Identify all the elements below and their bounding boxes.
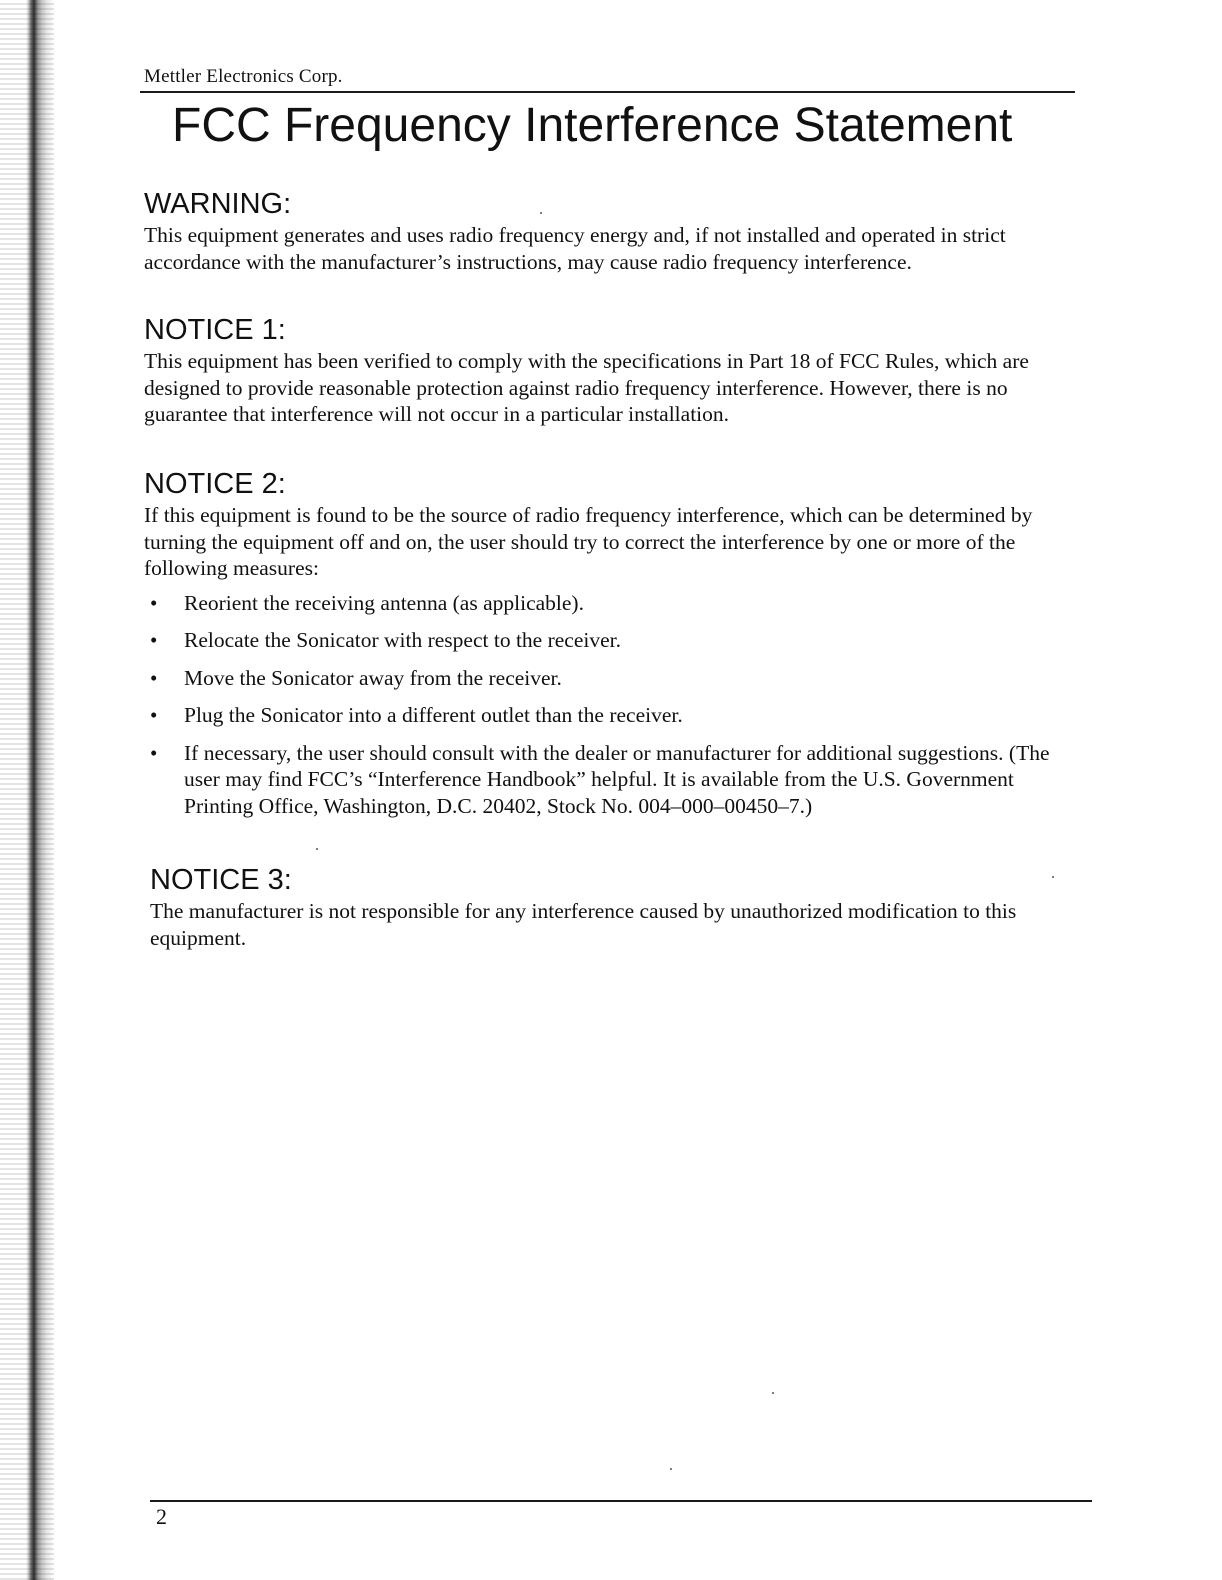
notice-1-body: This equipment has been verified to comply with the specifications in Part 18 of FCC Rules, which are designed to provide reasonable protection against radio frequency interference. However, there is no guarantee that interference will not occur in a particular installation. <box>144 349 1029 426</box>
notice-1-section <box>144 312 1074 428</box>
scan-speck <box>1052 876 1054 878</box>
bullet-icon: • <box>150 665 158 690</box>
footer-rule <box>150 1500 1092 1502</box>
warning-body: This equipment generates and uses radio frequency energy and, if not installed and operated in strict accordance with the manufacturer’s instructions, may cause radio frequency interference. <box>144 223 1006 274</box>
page-number: 2 <box>156 1504 167 1529</box>
scan-speck <box>316 848 318 850</box>
scan-speck <box>670 1468 672 1470</box>
notice-2-body: If this equipment is found to be the source of radio frequency interference, which can be determined by turning the equipment off and on, the user should try to correct the interference by one or more of the following measures: <box>144 503 1033 580</box>
list-item: • Plug the Sonicator into a different outlet than the receiver. <box>150 703 683 727</box>
notice-1-heading: NOTICE 1: <box>144 314 286 346</box>
list-item: • Move the Sonicator away from the receiver. <box>150 665 562 690</box>
list-item: • If necessary, the user should consult with the dealer or manufacturer for additional suggestions. (The user may find FCC’s “Interference Handbook” helpful. It is available from the U.S. Government Printing Office, Washington, D.C. 20402, Stock No. 004–000–00450–7.) <box>150 740 1050 818</box>
page-title: FCC Frequency Interference Statement <box>172 99 1013 152</box>
notice-3-body: The manufacturer is not responsible for any interference caused by unauthorized modification to this equipment. <box>150 899 1017 950</box>
warning-heading: WARNING: <box>144 188 292 220</box>
running-header: Mettler Electronics Corp. <box>144 66 343 87</box>
list-item: • Reorient the receiving antenna (as applicable). <box>150 590 584 615</box>
notice-2-heading: NOTICE 2: <box>144 468 286 500</box>
bullet-icon: • <box>150 590 158 615</box>
notice-2-section <box>144 466 1074 830</box>
header-rule <box>140 91 1075 93</box>
notice-3-section <box>150 862 1080 951</box>
notice-3-heading: NOTICE 3: <box>150 864 292 896</box>
warning-section <box>144 186 1074 275</box>
scan-speck <box>772 1392 774 1394</box>
bullet-icon: • <box>150 740 158 765</box>
measures-list <box>144 590 1074 820</box>
bullet-icon: • <box>150 703 158 727</box>
bullet-icon: • <box>150 628 158 652</box>
list-item: • Relocate the Sonicator with respect to the receiver. <box>150 628 621 652</box>
scan-speck <box>540 212 542 214</box>
scan-binding-edge <box>0 0 54 1580</box>
